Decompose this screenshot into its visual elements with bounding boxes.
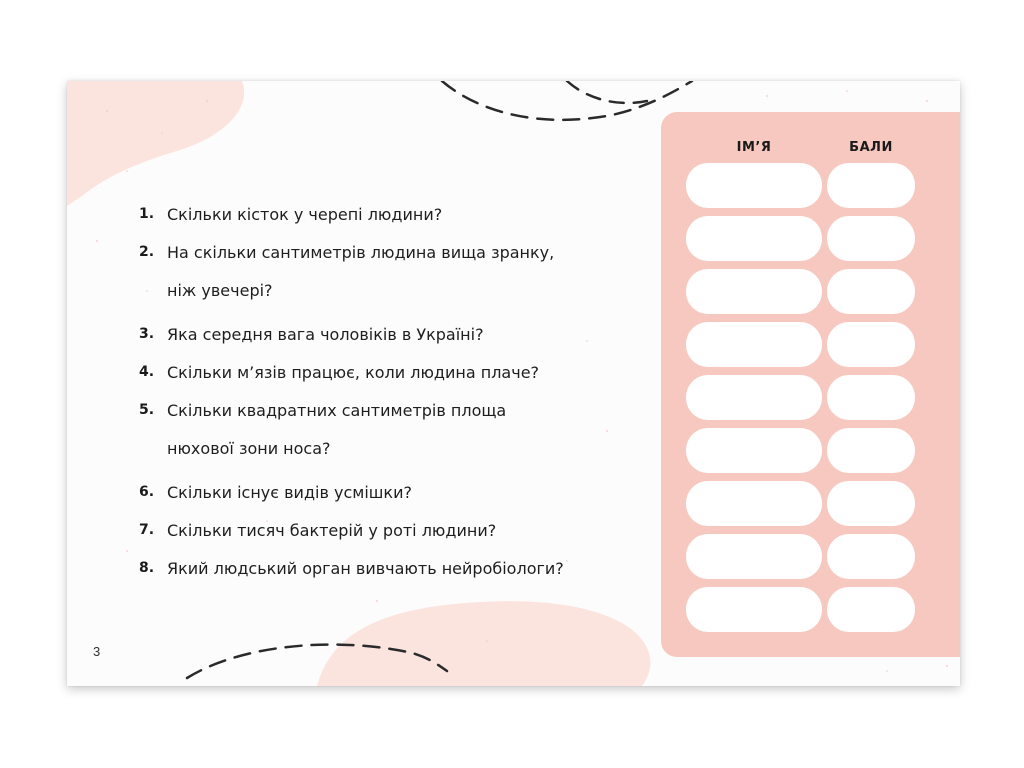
question-text: Скільки кісток у черепі людини? xyxy=(167,205,443,224)
score-column-header: БАЛИ xyxy=(849,140,893,155)
question-number: 3. xyxy=(139,326,155,342)
score-cell[interactable] xyxy=(827,163,915,208)
score-cell[interactable] xyxy=(827,216,915,261)
question-text: Скільки м’язів працює, коли людина плаче? xyxy=(167,363,540,382)
score-table xyxy=(661,112,960,657)
score-cell[interactable] xyxy=(827,587,915,632)
name-column-header: ІМ’Я xyxy=(736,140,772,155)
bottom-blob xyxy=(317,601,650,686)
question-item xyxy=(139,398,639,467)
top-dashed-arc xyxy=(442,81,692,120)
name-cell[interactable] xyxy=(686,322,822,367)
worksheet-page xyxy=(67,81,960,686)
question-text: Яка середня вага чоловіків в Україні? xyxy=(167,325,484,344)
score-cell[interactable] xyxy=(827,322,915,367)
question-text: Скільки існує видів усмішки? xyxy=(167,483,412,502)
question-number: 8. xyxy=(139,560,155,576)
question-number: 7. xyxy=(139,522,155,538)
question-text: Скільки тисяч бактерій у роті людини? xyxy=(167,521,497,540)
name-cell[interactable] xyxy=(686,375,822,420)
score-cell[interactable] xyxy=(827,534,915,579)
question-item xyxy=(139,240,639,309)
question-number: 6. xyxy=(139,484,155,500)
score-cell[interactable] xyxy=(827,375,915,420)
question-item xyxy=(139,518,639,543)
name-cell[interactable] xyxy=(686,481,822,526)
question-list xyxy=(139,202,639,594)
question-text: Скільки квадратних сантиметрів площа нюхової зони носа? xyxy=(167,401,507,458)
question-item xyxy=(139,322,639,347)
question-number: 1. xyxy=(139,206,155,222)
question-text: Який людський орган вивчають нейробіологи? xyxy=(167,559,564,578)
score-cell[interactable] xyxy=(827,428,915,473)
question-item xyxy=(139,556,639,581)
top-dashed-arc-2 xyxy=(567,81,647,103)
name-cell[interactable] xyxy=(686,428,822,473)
question-number: 4. xyxy=(139,364,155,380)
page-number: 3 xyxy=(93,644,101,659)
name-cell[interactable] xyxy=(686,587,822,632)
question-number: 2. xyxy=(139,244,155,260)
top-left-blob xyxy=(67,81,244,206)
name-cell[interactable] xyxy=(686,269,822,314)
question-text: На скільки сантиметрів людина вища зранку, ніж увечері? xyxy=(167,243,555,300)
score-cell[interactable] xyxy=(827,481,915,526)
question-item xyxy=(139,480,639,505)
name-cell[interactable] xyxy=(686,534,822,579)
question-number: 5. xyxy=(139,402,155,418)
question-item xyxy=(139,202,639,227)
name-cell[interactable] xyxy=(686,163,822,208)
score-cell[interactable] xyxy=(827,269,915,314)
question-item xyxy=(139,360,639,385)
name-cell[interactable] xyxy=(686,216,822,261)
